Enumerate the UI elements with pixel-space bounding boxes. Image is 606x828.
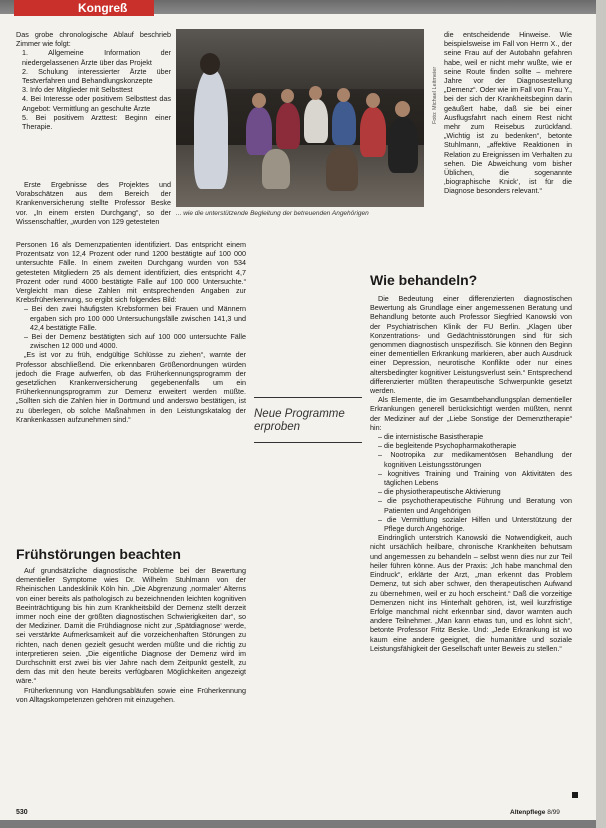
step-item: 2. Schulung interessierter Ärzte über Testverfahren und Behandlungskonzepte [22, 66, 171, 86]
therapy-item: – die physiotherapeutische Aktivierung [378, 487, 572, 496]
paragraph: „Es ist vor zu früh, endgültige Schlüsse zu ziehen“, warnte der Professor abschließend. Die erkennbaren Größenordnungen würden jedoch die Frage aufwerfen, ob das Früherkennungsprogramm der gesetzlichen Krankenversicherung gegebenenfalls um ein Früherkennungsprogramm zur Demenz erweitert werden müßte. „Sollten sich die Zahlen hier in Dortmund und anderswo bestätigen, ist zu überlegen, ob solche Maßnahmen in den Leistungskatalog der Krankenkassen aufzunehmen sind.“ [16, 350, 246, 424]
column-3 [370, 294, 572, 653]
column-1-mid [16, 180, 171, 238]
paragraph: Als Elemente, die im Gesamtbehandlungsplan dementieller Erkrankungen generell berücksichtigt werden müßten, nennt der Mediziner auf der „Liebe Sonstige der Demenztherapie“ hin: [370, 395, 572, 432]
steps-list [16, 48, 171, 131]
step-item: 4. Bei Interesse oder positivem Selbsttest das Angebot: Vermittlung an geschulte Ärzte [22, 94, 171, 113]
paragraph: Auf grundsätzliche diagnostische Probleme bei der Bewertung dementieller Symptome wies Dr. Wilhelm Stuhlmann von der Rheinischen Landesklinik Köln hin. „Die Abgrenzung ‚normaler‘ Alterns von einer bereits als pathologisch zu bezeichnenden leichten kognitiven Beeinträchtigung bis hin zum Krankheitsbild der Demenz stellt derzeit immer noch eine der größten diagnostischen Schwierigkeiten dar“, so der Mediziner. Damit die Frühdiagnose nicht zur ‚Spätdiagnose‘ werde, sei verstärkte Aufmerksamkeit auf die vorzeichenhaften Störungen zu richten, nach denen gezielt gesucht werden müßte und die richtig zu interpretieren seien. „Die eigentliche Diagnose der Demenz wird im Durchschnitt erst zwei bis vier Jahre nach dem Zeitpunkt gestellt, zu dem das mit den heute bereits verfügbaren Möglichkeiten angezeigt wäre.“ [16, 566, 246, 686]
therapy-item: – kognitives Training und Training von Aktivitäten des täglichen Lebens [378, 469, 572, 487]
paragraph: Die Bedeutung einer differenzierten diagnostischen Bewertung als Grundlage einer angemessenen Beratung und Behandlung betonte auch Professor Siegfried Kanowski von der Psychiatrischen Klinik der FU Berlin. „Klagen über Konzentrations- und Gedächtnisstörungen sind für sich genommen diagnostisch unspezifisch. Sie können den Beginn einer dementiellen Erkrankung markieren, aber auch Ausdruck einer Depression, neurotische Konflikte oder nur eines altersbedingter kognitiver Leistungsverlust sein.“ Entsprechend differenzierter müßten therapeutische Schwerpunkte gesetzt werden. [370, 294, 572, 396]
paragraph: Eindringlich unterstrich Kanowski die Notwendigkeit, auch nicht ursächlich heilbare, chronische Krankheiten behutsam und angemessen zu behandeln – selbst wenn dies nur zur Teil heiler führen könne. Aus der Praxis: „Ich habe manchmal den Eindruck“, erklärte der Arzt, „man erkennt das Problem Demenz, tut sich aber schwer, den therapeutischen Aufwand zu übernehmen, weil er zu hoch erscheint.“ Daß die vorzeitige Demenzen nicht ins Hinterhalt gehören, ist, weil kurzfristige Erfolge manchmal nicht erkennbar sind, davor warnten auch andere Teilnehmer. „Man kann etwas tun, und es lohnt sich“, betonte Professor Fritz Beske. Und: „Jede Erkrankung ist wo kaum eine andere geeignet, die humanitäre und soziale Leistungsfähigkeit der Gesellschaft unter Beweis zu stellen.“ [370, 533, 572, 653]
column-3-top [444, 30, 572, 196]
heading-fruehstoerungen: Frühstörungen beachten [16, 546, 181, 562]
footer-bar [0, 820, 606, 828]
magazine-name [510, 809, 560, 816]
photo-credit: Foto: Michael Leitmeier [432, 66, 438, 124]
column-1-wide [16, 240, 246, 424]
step-item: 1. Allgemeine Information der niedergelassenen Ärzte über das Projekt [22, 48, 171, 67]
paragraph: Früherkennung von Handlungsabläufen sowie eine Früherkennung von Alltagskompetenzen gehören mit einzugehen. [16, 685, 246, 704]
photo-caption: ... wie die unterstützende Begleitung der betreuenden Angehörigen [176, 210, 369, 217]
page-edge [596, 0, 606, 828]
issue-number: 8/99 [547, 809, 560, 816]
seminar-photo [176, 29, 424, 207]
column-1-bottom [16, 566, 246, 704]
magazine-title: Altenpflege [510, 809, 546, 816]
pull-quote: Neue Programme erproben [254, 397, 362, 443]
section-tab: Kongreß [14, 0, 154, 16]
result-item: – Bei der Demenz bestätigten sich auf 100 000 untersuchte Fälle zwischen 12 000 und 4000. [24, 332, 246, 350]
intro-text: Das grobe chronologische Ablauf beschrieb Zimmer wie folgt: [16, 30, 171, 49]
therapy-item: – die Vermittlung sozialer Hilfen und Unterstützung der Pflege durch Angehörige. [378, 515, 572, 533]
therapy-item: – die begleitende Psychopharmakotherapie [378, 441, 572, 450]
step-item: 3. Info der Mitglieder mit Selbsttest [22, 85, 133, 95]
results-list [16, 304, 246, 350]
paragraph: Erste Ergebnisse des Projektes und Vorabschätzen aus dem Bereich der Krankenversicherung stellte Professor Beske vor. „In einem ersten Durchgang“, so der Wissenschaftler, „wurden von 129 getesteten [16, 180, 171, 226]
result-item: – Bei den zwei häufigsten Krebsformen bei Frauen und Männern ergaben sich pro 100 000 Untersuchungsfälle zwischen 141,3 und 42,4 bestätigte Fälle. [24, 304, 246, 332]
therapy-item: – die internistische Basistherapie [378, 432, 572, 441]
heading-wie-behandeln: Wie behandeln? [370, 272, 478, 288]
step-item: 5. Bei positivem Arzttest: Beginn einer Therapie. [22, 112, 171, 132]
column-1-top [16, 30, 171, 131]
page-number: 530 [16, 809, 28, 816]
end-mark [572, 792, 578, 798]
paragraph: die entscheidende Hinweise. Wie beispielsweise im Fall von Herrn X., der seine Frau auf der Autobahn gefahren habe, weil er nicht mehr wußte, wie er seine Route finden sollte – mehrere Jahre vor der Diagnosestellung „Demenz“. Oder wie im Fall von Frau Y., bei der sich der Krankheitsbeginn darin geäußert habe, daß sie bei einer Ausflugsfahrt nach einem Rest nicht mehr zum Reisebus zurückfand. „Wichtig ist zu bedenken“, betonte Stuhlmann, „affektive Reaktionen in Relation zu Ereignissen im Verhalten zu sehen. Die Abweichung vom bisher Üblichen, die sogenannte ‚biographische Knick‘, ist für die Diagnose besonders relevant.“ [444, 30, 572, 196]
paragraph: Personen 16 als Demenzpatienten identifiziert. Das entspricht einem Prozentsatz von 12,4 Prozent oder rund 1200 bestätigte auf 100 000 untersuchte Fälle. In einem zweiten Durchgang wurden von 534 getesteten Mitgliedern 25 als dement identifiziert, dies entspricht 4,7 Prozent oder rund 4000 bestätigte Fälle auf 100 000 Untersuchte.“ Vergleicht man diese Zahlen mit entsprechenden Angaben zur Krebsfrüherkennung, so ergibt sich folgendes Bild: [16, 240, 246, 305]
therapy-item: – Nootropika zur medikamentösen Behandlung der kognitiven Leistungsstörungen [378, 450, 572, 468]
therapy-list [370, 432, 572, 533]
therapy-item: – die psychotherapeutische Führung und Beratung von Patienten und Angehörigen [378, 496, 572, 514]
